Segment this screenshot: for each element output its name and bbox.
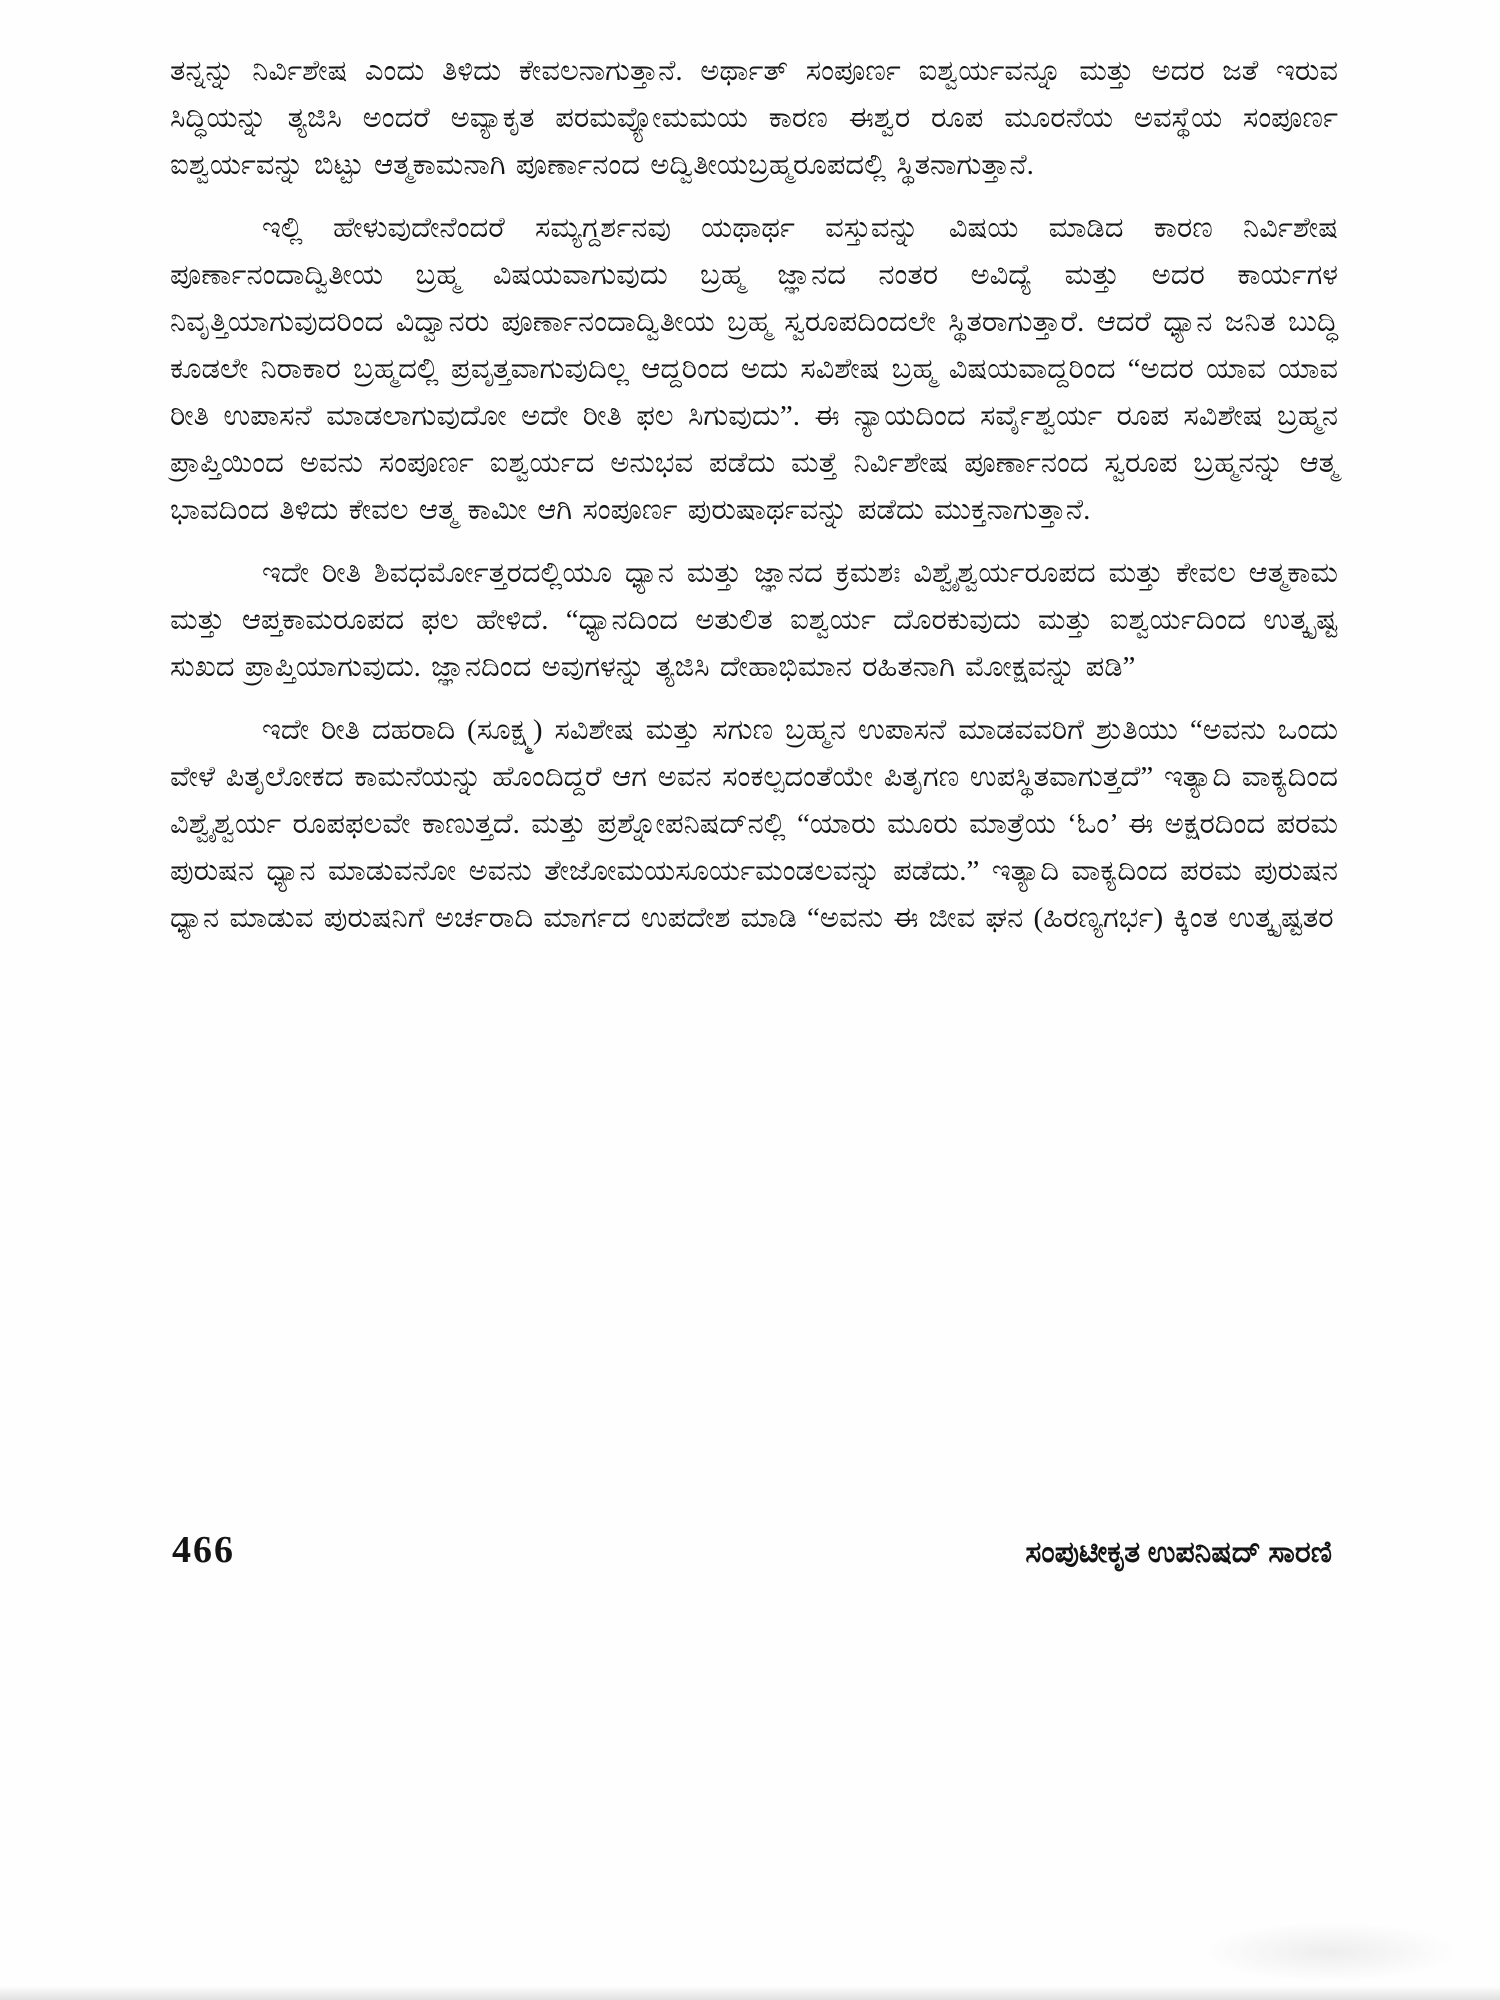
page-body-text	[170, 48, 1338, 958]
paragraph: ಇದೇ ರೀತಿ ದಹರಾದಿ (ಸೂಕ್ಷ್ಮ) ಸವಿಶೇಷ ಮತ್ತು ಸಗುಣ ಬ್ರಹ್ಮನ ಉಪಾಸನೆ ಮಾಡವವರಿಗೆ ಶ್ರುತಿಯು “ಅವನು ಒಂದು ವೇಳೆ ಪಿತೃಲೋಕದ ಕಾಮನೆಯನ್ನು ಹೊಂದಿದ್ದರೆ ಆಗ ಅವನ ಸಂಕಲ್ಪದಂತೆಯೇ ಪಿತೃಗಣ ಉಪಸ್ಥಿತವಾಗುತ್ತದೆ” ಇತ್ಯಾದಿ ವಾಕ್ಯದಿಂದ ವಿಶ್ವೈಶ್ವರ್ಯ ರೂಪಫಲವೇ ಕಾಣುತ್ತದೆ. ಮತ್ತು ಪ್ರಶ್ನೋಪನಿಷದ್‌ನಲ್ಲಿ “ಯಾರು ಮೂರು ಮಾತ್ರೆಯ ‘ಓಂ’ ಈ ಅಕ್ಷರದಿಂದ ಪರಮ ಪುರುಷನ ಧ್ಯಾನ ಮಾಡುವನೋ ಅವನು ತೇಜೋಮಯಸೂರ್ಯಮಂಡಲವನ್ನು ಪಡೆದು.” ಇತ್ಯಾದಿ ವಾಕ್ಯದಿಂದ ಪರಮ ಪುರುಷನ ಧ್ಯಾನ ಮಾಡುವ ಪುರುಷನಿಗೆ ಅರ್ಚರಾದಿ ಮಾರ್ಗದ ಉಪದೇಶ ಮಾಡಿ “ಅವನು ಈ ಜೀವ ಘನ (ಹಿರಣ್ಯಗರ್ಭ) ಕ್ಕಿಂತ ಉತ್ಕೃಷ್ಟತರ	[170, 714, 1338, 934]
paragraph: ಇದೇ ರೀತಿ ಶಿವಧರ್ಮೋತ್ತರದಲ್ಲಿಯೂ ಧ್ಯಾನ ಮತ್ತು ಜ್ಞಾನದ ಕ್ರಮಶಃ ವಿಶ್ವೈಶ್ವರ್ಯರೂಪದ ಮತ್ತು ಕೇವಲ ಆತ್ಮಕಾಮ ಮತ್ತು ಆಪ್ತಕಾಮರೂಪದ ಫಲ ಹೇಳಿದೆ. “ಧ್ಯಾನದಿಂದ ಅತುಲಿತ ಐಶ್ವರ್ಯ ದೊರಕುವುದು ಮತ್ತು ಐಶ್ವರ್ಯದಿಂದ ಉತ್ಕೃಷ್ಟ ಸುಖದ ಪ್ರಾಪ್ತಿಯಾಗುವುದು. ಜ್ಞಾನದಿಂದ ಅವುಗಳನ್ನು ತ್ಯಜಿಸಿ ದೇಹಾಭಿಮಾನ ರಹಿತನಾಗಿ ಮೋಕ್ಷವನ್ನು ಪಡಿ”	[170, 557, 1338, 683]
paragraph: ಇಲ್ಲಿ ಹೇಳುವುದೇನೆಂದರೆ ಸಮ್ಯಗ್ದರ್ಶನವು ಯಥಾರ್ಥ ವಸ್ತುವನ್ನು ವಿಷಯ ಮಾಡಿದ ಕಾರಣ ನಿರ್ವಿಶೇಷ ಪೂರ್ಣಾನಂದಾದ್ವಿತೀಯ ಬ್ರಹ್ಮ ವಿಷಯವಾಗುವುದು ಬ್ರಹ್ಮ ಜ್ಞಾನದ ನಂತರ ಅವಿದ್ಯೆ ಮತ್ತು ಅದರ ಕಾರ್ಯಗಳ ನಿವೃತ್ತಿಯಾಗುವುದರಿಂದ ವಿದ್ವಾನರು ಪೂರ್ಣಾನಂದಾದ್ವಿತೀಯ ಬ್ರಹ್ಮ ಸ್ವರೂಪದಿಂದಲೇ ಸ್ಥಿತರಾಗುತ್ತಾರೆ. ಆದರೆ ಧ್ಯಾನ ಜನಿತ ಬುದ್ಧಿ ಕೂಡಲೇ ನಿರಾಕಾರ ಬ್ರಹ್ಮದಲ್ಲಿ ಪ್ರವೃತ್ತವಾಗುವುದಿಲ್ಲ ಆದ್ದರಿಂದ ಅದು ಸವಿಶೇಷ ಬ್ರಹ್ಮ ವಿಷಯವಾದ್ದರಿಂದ “ಅದರ ಯಾವ ಯಾವ ರೀತಿ ಉಪಾಸನೆ ಮಾಡಲಾಗುವುದೋ ಅದೇ ರೀತಿ ಫಲ ಸಿಗುವುದು”. ಈ ನ್ಯಾಯದಿಂದ ಸರ್ವೈಶ್ವರ್ಯ ರೂಪ ಸವಿಶೇಷ ಬ್ರಹ್ಮನ ಪ್ರಾಪ್ತಿಯಿಂದ ಅವನು ಸಂಪೂರ್ಣ ಐಶ್ವರ್ಯದ ಅನುಭವ ಪಡೆದು ಮತ್ತೆ ನಿರ್ವಿಶೇಷ ಪೂರ್ಣಾನಂದ ಸ್ವರೂಪ ಬ್ರಹ್ಮನನ್ನು ಆತ್ಮ ಭಾವದಿಂದ ತಿಳಿದು ಕೇವಲ ಆತ್ಮ ಕಾಮೀ ಆಗಿ ಸಂಪೂರ್ಣ ಪುರುಷಾರ್ಥವನ್ನು ಪಡೆದು ಮುಕ್ತನಾಗುತ್ತಾನೆ.	[170, 212, 1338, 526]
scan-smudge	[1200, 1922, 1460, 1982]
page-footer	[172, 1528, 1332, 1572]
paragraph: ತನ್ನನ್ನು ನಿರ್ವಿಶೇಷ ಎಂದು ತಿಳಿದು ಕೇವಲನಾಗುತ್ತಾನೆ. ಅರ್ಥಾತ್ ಸಂಪೂರ್ಣ ಐಶ್ವರ್ಯವನ್ನೂ ಮತ್ತು ಅದರ ಜತೆ ಇರುವ ಸಿದ್ಧಿಯನ್ನು ತ್ಯಜಿಸಿ ಅಂದರೆ ಅವ್ಯಾಕೃತ ಪರಮವ್ಯೋಮಮಯ ಕಾರಣ ಈಶ್ವರ ರೂಪ ಮೂರನೆಯ ಅವಸ್ಥೆಯ ಸಂಪೂರ್ಣ ಐಶ್ವರ್ಯವನ್ನು ಬಿಟ್ಟು ಆತ್ಮಕಾಮನಾಗಿ ಪೂರ್ಣಾನಂದ ಅದ್ವಿತೀಯಬ್ರಹ್ಮರೂಪದಲ್ಲಿ ಸ್ಥಿತನಾಗುತ್ತಾನೆ.	[170, 55, 1338, 181]
page-number: 466	[172, 1529, 235, 1571]
book-title: ಸಂಪುಟೀಕೃತ ಉಪನಿಷದ್ ಸಾರಣಿ	[1025, 1536, 1332, 1569]
